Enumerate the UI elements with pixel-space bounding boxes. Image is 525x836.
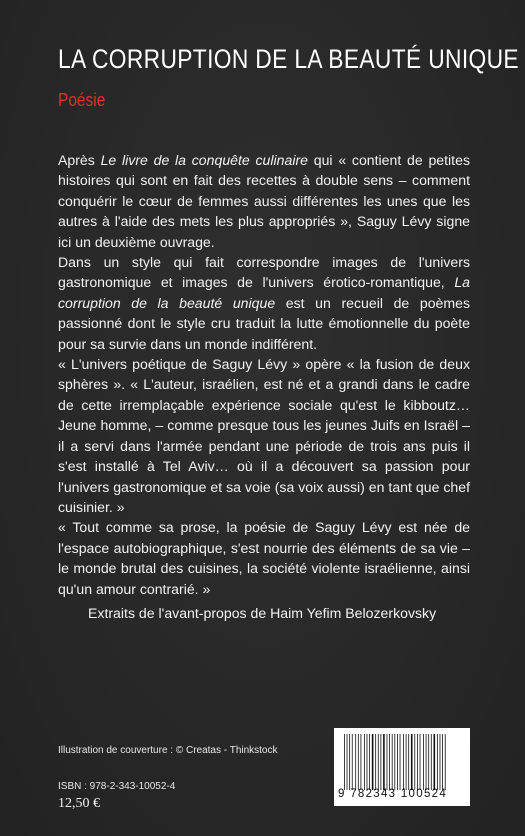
barcode-digits: 9 782343 100524	[338, 788, 448, 800]
p2-book-title: La corruption de la beauté unique	[58, 274, 470, 311]
price: 12,50 €	[58, 796, 100, 811]
p1-book-title: Le livre de la conquête culinaire	[100, 152, 308, 168]
isbn: ISBN : 978-2-343-10052-4	[58, 781, 176, 792]
illustration-credit: Illustration de couverture : © Creatas - Thinkstock	[58, 745, 278, 756]
book-title: LA CORRUPTION DE LA BEAUTÉ UNIQUE	[58, 44, 519, 74]
blurb-paragraph-3: « L'univers poétique de Saguy Lévy » opère « la fusion de deux sphères ». « L'auteur, israélien, est né et a grandi dans le cadre de cette irremplaçable expérience sociale qu'est le kibboutz… Jeune homme, – comme presque tous les jeunes Juifs en Israël – il a servi dans l'armée pendant une période de trois ans puis il s'est installé à Tel Aviv… où il a découvert sa passion pour l'univers gastronomique et sa voie (sa voix aussi) en tant que chef cuisinier. »	[58, 356, 470, 515]
foreword-credit: Extraits de l'avant-propos de Haim Yefim Belozerkovsky	[88, 605, 437, 621]
p2-text-a: Dans un style qui fait correspondre images de l'univers gastronomique et images de l'univers érotico-romantique,	[58, 254, 470, 291]
blurb-paragraph-2	[58, 252, 470, 354]
genre-subtitle: Poésie	[58, 90, 106, 110]
barcode-bars-icon	[344, 734, 462, 790]
p1-text-a: Après	[58, 152, 101, 168]
p2-text-c: est un recueil de poèmes passionné dont le style cru traduit la lutte émotionnelle du poète pour sa survie dans un monde indifférent.	[58, 294, 470, 352]
blurb-text	[58, 150, 470, 599]
blurb-paragraph-1	[58, 150, 470, 252]
p1-text-c: qui « contient de petites histoires qui sont en fait des recettes à double sens – comment conquérir le cœur de femmes aussi différentes les unes que les autres à l'aide des mets les plus appropriés », Saguy Lévy signe ici un deuxième ouvrage.	[58, 152, 470, 250]
blurb-paragraph-4: « Tout comme sa prose, la poésie de Saguy Lévy est née de l'espace autobiographique, s'est nourrie des éléments de sa vie – le monde brutal des cuisines, la société violente israélienne, ainsi qu'un amour contrarié. »	[58, 519, 470, 597]
barcode	[334, 728, 470, 806]
